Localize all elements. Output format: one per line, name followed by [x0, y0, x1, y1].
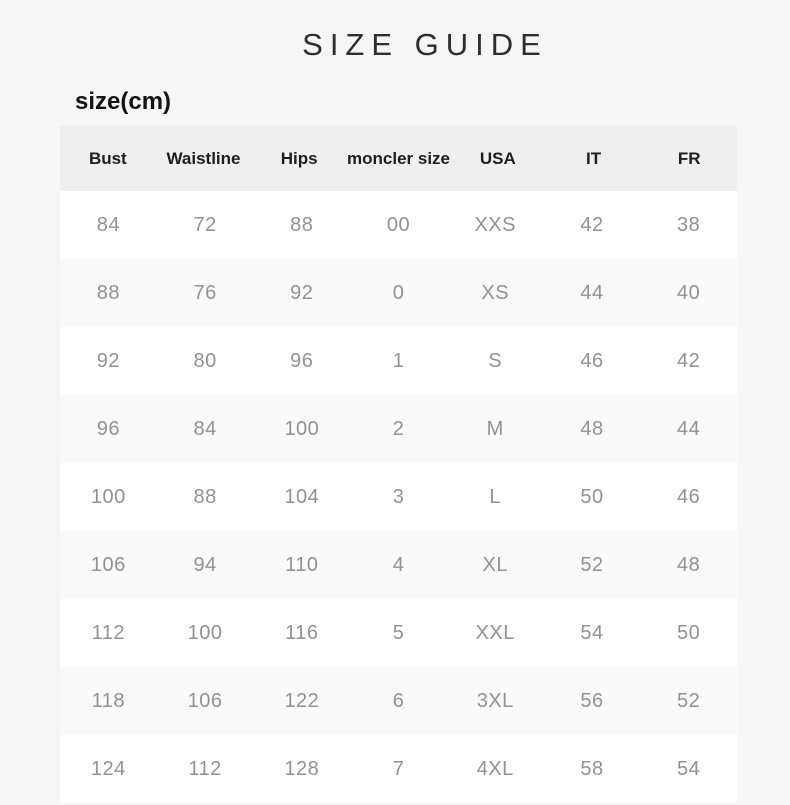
table-cell: 122 — [284, 689, 320, 712]
table-cell: 50 — [580, 485, 604, 508]
table-cell: 48 — [580, 417, 604, 440]
table-cell: 110 — [285, 553, 319, 576]
table-cell: 50 — [677, 621, 701, 644]
table-cell: 76 — [193, 281, 217, 304]
table-cell: 84 — [96, 213, 120, 236]
table-cell: 1 — [392, 349, 405, 372]
table-header-cell: USA — [479, 148, 516, 168]
table-cell: 88 — [290, 213, 314, 236]
table-cell: 100 — [187, 621, 223, 644]
table-cell: 96 — [290, 349, 314, 372]
table-cell: 46 — [580, 349, 604, 372]
page-title: SIZE GUIDE — [302, 27, 548, 62]
table-cell: XXL — [475, 621, 515, 644]
table-cell: 52 — [580, 553, 604, 576]
table-cell: 106 — [90, 553, 126, 576]
table-row — [60, 667, 737, 735]
table-cell: 88 — [96, 281, 120, 304]
table-cell: 7 — [392, 757, 405, 780]
table-cell: 42 — [677, 349, 701, 372]
size-table — [60, 126, 737, 803]
table-header-cell: FR — [677, 148, 701, 168]
table-cell: 116 — [285, 621, 319, 644]
table-cell: 106 — [187, 689, 223, 712]
table-header-cell: moncler size — [347, 148, 451, 168]
table-cell: 2 — [392, 417, 405, 440]
table-cell: 44 — [677, 417, 701, 440]
table-cell: 100 — [284, 417, 320, 440]
table-cell: 124 — [90, 757, 126, 780]
table-row — [60, 327, 737, 395]
table-cell: 112 — [91, 621, 126, 644]
table-cell: 44 — [580, 281, 604, 304]
table-header-cell: Hips — [280, 148, 318, 168]
table-cell: M — [486, 417, 504, 440]
table-cell: S — [488, 349, 503, 372]
table-cell: 00 — [386, 213, 411, 236]
table-header-cell: Bust — [88, 148, 127, 168]
table-row — [60, 735, 737, 803]
table-cell: 104 — [284, 485, 320, 508]
table-header-cell: Waistline — [166, 148, 241, 168]
table-cell: 4 — [392, 553, 405, 576]
table-cell: 128 — [284, 757, 320, 780]
table-cell: 54 — [677, 757, 701, 780]
table-cell: XL — [482, 553, 508, 576]
table-row — [60, 395, 737, 463]
table-cell: 80 — [193, 349, 217, 372]
table-cell: 72 — [193, 213, 217, 236]
table-cell: XS — [481, 281, 510, 304]
table-cell: 92 — [96, 349, 120, 372]
table-cell: L — [489, 485, 502, 508]
table-cell: 58 — [580, 757, 604, 780]
table-cell: 40 — [677, 281, 701, 304]
table-cell: 56 — [580, 689, 604, 712]
table-cell: 94 — [193, 553, 217, 576]
table-cell: 100 — [90, 485, 126, 508]
table-cell: 0 — [392, 281, 405, 304]
table-row — [60, 191, 737, 259]
unit-label: size(cm) — [75, 88, 172, 115]
table-cell: 46 — [677, 485, 701, 508]
table-body — [60, 191, 737, 803]
table-row — [60, 259, 737, 327]
table-cell: 54 — [580, 621, 604, 644]
table-cell: XXS — [474, 213, 516, 236]
table-cell: 96 — [96, 417, 120, 440]
table-header-row — [60, 126, 737, 191]
table-cell: 52 — [677, 689, 701, 712]
table-cell: 112 — [188, 757, 222, 780]
table-cell: 38 — [677, 213, 701, 236]
table-cell: 118 — [91, 689, 126, 712]
table-cell: 42 — [580, 213, 604, 236]
table-cell: 88 — [193, 485, 217, 508]
table-cell: 84 — [193, 417, 217, 440]
table-header-cell: IT — [585, 148, 602, 168]
table-row — [60, 463, 737, 531]
table-row — [60, 599, 737, 667]
table-cell: 6 — [392, 689, 405, 712]
table-cell: 48 — [677, 553, 701, 576]
table-cell: 3XL — [476, 689, 514, 712]
table-cell: 4XL — [476, 757, 514, 780]
table-cell: 92 — [290, 281, 314, 304]
table-row — [60, 531, 737, 599]
table-cell: 3 — [392, 485, 405, 508]
table-cell: 5 — [392, 621, 405, 644]
